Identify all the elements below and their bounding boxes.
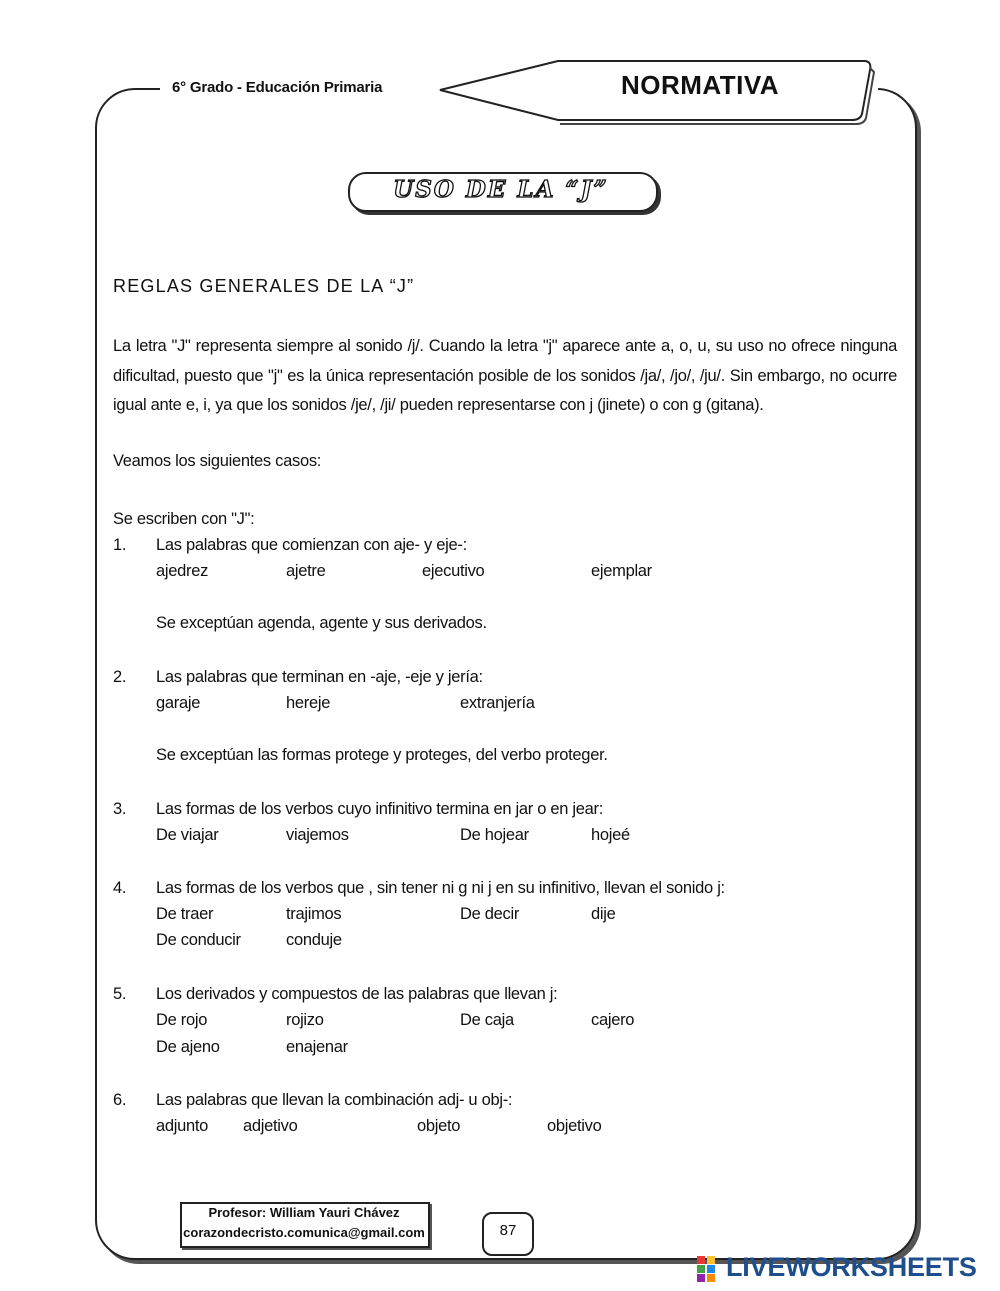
example-word: dije	[591, 905, 616, 923]
example-word: De rojo	[156, 1011, 208, 1029]
example-word: enajenar	[286, 1038, 348, 1056]
example-word: trajimos	[286, 905, 342, 923]
example-word: De decir	[460, 905, 520, 923]
rule-text: Los derivados y compuestos de las palabras que llevan j:	[156, 985, 558, 1003]
rule-text: Las palabras que terminan en -aje, -eje y jería:	[156, 668, 483, 686]
example-word: De ajeno	[156, 1038, 220, 1056]
grade-label: 6° Grado - Educación Primaria	[172, 79, 383, 96]
example-word: hereje	[286, 694, 331, 712]
page-number: 87	[499, 1222, 517, 1239]
rule-text: Las palabras que llevan la combinación adj- u obj-:	[156, 1091, 513, 1109]
rule-text: Las formas de los verbos que , sin tener ni g ni j en su infinitivo, llevan el sonido j:	[156, 879, 725, 897]
rule-number: 1.	[113, 536, 127, 554]
teacher-name: Profesor: William Yauri Chávez	[208, 1205, 400, 1220]
example-word: ajedrez	[156, 562, 209, 580]
example-word: garaje	[156, 694, 201, 712]
example-word: ejecutivo	[422, 562, 485, 580]
example-word: conduje	[286, 931, 342, 949]
intro-paragraph: La letra "J" representa siempre al sonido /j/. Cuando la letra "j" aparece ante a, o, u, su uso no ofrece ninguna dificultad, puesto que "j" es la única representación posible de los sonidos /ja/, /jo/, /ju/. Sin embargo, no ocurre igual ante e, i, ya que los sonidos /je/, /ji/ pueden representarse con j (jinete) o con g (gitana).	[113, 337, 897, 414]
topic-title: USO DE LA “J”	[393, 176, 609, 203]
rule-number: 2.	[113, 668, 127, 686]
example-word: cajero	[591, 1011, 635, 1029]
rule-number: 6.	[113, 1091, 127, 1109]
example-word: ajetre	[286, 562, 326, 580]
teacher-email: corazondecristo.comunica@gmail.com	[183, 1225, 425, 1240]
rule-number: 3.	[113, 800, 127, 818]
rule-number: 5.	[113, 985, 127, 1003]
example-word: hojeé	[591, 826, 630, 844]
section-title: NORMATIVA	[620, 70, 780, 100]
example-word: objetivo	[547, 1117, 602, 1135]
example-word: objeto	[417, 1117, 461, 1135]
example-word: De hojear	[460, 826, 529, 844]
cases-intro: Veamos los siguientes casos:	[113, 452, 322, 470]
rules-heading: REGLAS GENERALES DE LA “J”	[113, 276, 415, 296]
example-word: De caja	[460, 1011, 514, 1029]
lead-text: Se escriben con "J":	[113, 510, 255, 528]
example-word: ejemplar	[591, 562, 652, 580]
rule-text: Las palabras que comienzan con aje- y eje-:	[156, 536, 467, 554]
liveworksheets-watermark[interactable]: LIVEWORKSHEETS	[726, 1252, 977, 1282]
rule-note: Se exceptúan las formas protege y proteges, del verbo proteger.	[156, 746, 608, 764]
example-word: De traer	[156, 905, 214, 923]
example-word: rojizo	[286, 1011, 324, 1029]
example-word: viajemos	[286, 826, 349, 844]
example-word: De viajar	[156, 826, 219, 844]
liveworksheets-logo-icon	[697, 1256, 725, 1282]
rule-note: Se exceptúan agenda, agente y sus derivados.	[156, 614, 487, 632]
example-word: De conducir	[156, 931, 241, 949]
example-word: adjetivo	[243, 1117, 298, 1135]
example-word: extranjería	[460, 694, 535, 712]
rule-number: 4.	[113, 879, 127, 897]
example-word: adjunto	[156, 1117, 209, 1135]
rule-text: Las formas de los verbos cuyo infinitivo termina en jar o en jear:	[156, 800, 604, 818]
